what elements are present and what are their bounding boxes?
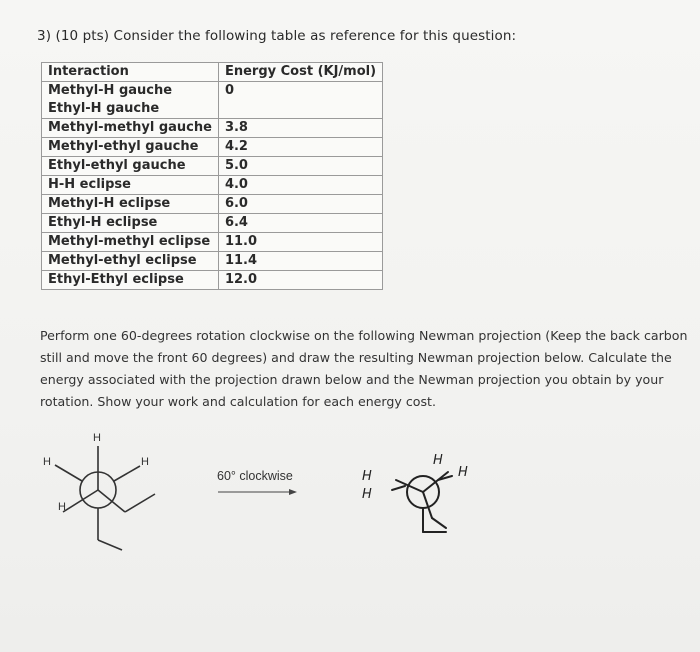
- left-label-top: H: [93, 432, 101, 444]
- rotated-bond-upper-right: [423, 472, 448, 492]
- right-label-upper-left: H: [362, 469, 372, 484]
- table-row: [42, 214, 383, 233]
- newman-projection-diagram: [0, 420, 700, 570]
- table-cell: 4.0: [218, 176, 382, 195]
- table-row: [42, 82, 383, 101]
- table-cell: Methyl-H gauche: [42, 82, 219, 101]
- energy-cost-table: [41, 62, 383, 290]
- table-cell: 4.2: [218, 138, 382, 157]
- left-label-lower-left: H: [58, 501, 66, 513]
- table-cell: 0: [218, 82, 382, 101]
- front-methyl-extension: [125, 494, 155, 512]
- table-row: [42, 157, 383, 176]
- right-label-right: H: [458, 465, 468, 480]
- header-energy-cost: Energy Cost (KJ/mol): [218, 63, 382, 82]
- table-row: [42, 119, 383, 138]
- rotated-methyl-extension: [432, 518, 446, 528]
- right-newman-projection: [392, 472, 452, 532]
- question-heading: 3) (10 pts) Consider the following table as reference for this question:: [37, 28, 517, 44]
- left-label-upper-right: H: [141, 456, 149, 468]
- table-cell: 12.0: [218, 271, 382, 290]
- table-cell: [218, 100, 382, 119]
- table-cell: Ethyl-ethyl gauche: [42, 157, 219, 176]
- table-cell: Methyl-methyl eclipse: [42, 233, 219, 252]
- table-row: [42, 100, 383, 119]
- table-header-row: [42, 63, 383, 82]
- table-cell: 6.4: [218, 214, 382, 233]
- front-bond-lower-right: [98, 490, 125, 512]
- rotation-label: 60° clockwise: [217, 469, 293, 483]
- header-interaction: Interaction: [42, 63, 219, 82]
- table-row: [42, 138, 383, 157]
- arrow-head: [289, 489, 297, 495]
- table-row: [42, 195, 383, 214]
- table-cell: H-H eclipse: [42, 176, 219, 195]
- rotated-back-bond-left: [392, 486, 405, 490]
- back-bond-upper-right: [114, 466, 140, 481]
- right-label-lower-left: H: [362, 487, 372, 502]
- ethyl-tail: [98, 540, 122, 550]
- table-cell: Methyl-ethyl gauche: [42, 138, 219, 157]
- instructions-paragraph: Perform one 60-degrees rotation clockwise on the following Newman projection (Keep the back carbon still and move the front 60 degrees) and draw the resulting Newman projection below. Calculate the energy associated with the projection drawn below and the Newman projection you obtain by your rotation. Show your work and calculation for each energy cost.: [40, 328, 688, 409]
- table-cell: Ethyl-H gauche: [42, 100, 219, 119]
- back-bond-upper-left: [55, 465, 82, 481]
- table-cell: Methyl-methyl gauche: [42, 119, 219, 138]
- table-cell: Methyl-H eclipse: [42, 195, 219, 214]
- table-cell: 5.0: [218, 157, 382, 176]
- right-label-top: H: [433, 453, 443, 468]
- table-row: [42, 252, 383, 271]
- rotation-arrow: [218, 489, 297, 495]
- table-cell: Ethyl-Ethyl eclipse: [42, 271, 219, 290]
- table-cell: 3.8: [218, 119, 382, 138]
- table-cell: Ethyl-H eclipse: [42, 214, 219, 233]
- table-cell: 11.0: [218, 233, 382, 252]
- table-cell: 11.4: [218, 252, 382, 271]
- left-label-upper-left: H: [43, 456, 51, 468]
- table-cell: Methyl-ethyl eclipse: [42, 252, 219, 271]
- table-row: [42, 271, 383, 290]
- table-row: [42, 233, 383, 252]
- table-cell: 6.0: [218, 195, 382, 214]
- left-newman-projection: [55, 446, 155, 550]
- table-row: [42, 176, 383, 195]
